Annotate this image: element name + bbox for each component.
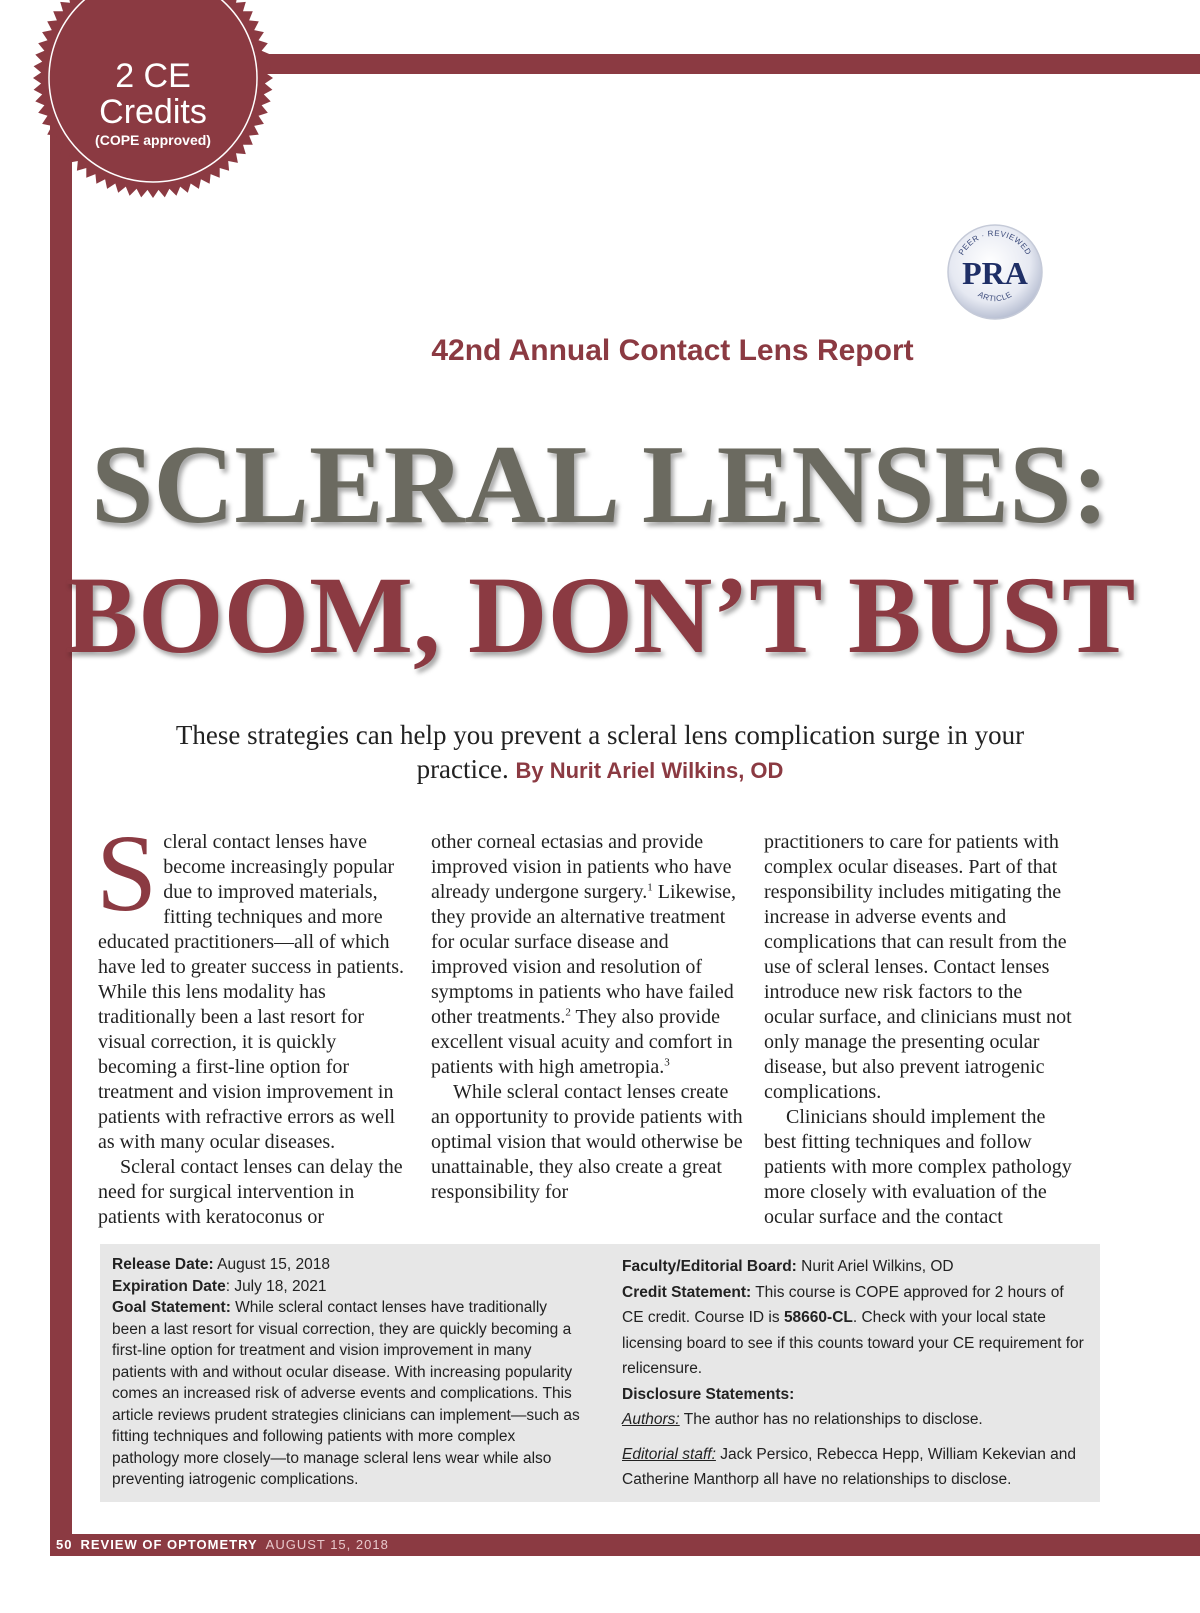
headline-line-2: BOOM, DON’T BUST [64,554,1136,676]
left-frame-bar [50,54,72,1554]
credit-statement-text-a: This course is COPE approved for 2 hours of CE credit. Course ID is [622,1283,1064,1326]
col2-text-b: Likewise, they provide an alternative treatment for ocular surface disease and improved vision and resolution of symptoms in patients who have failed other treatments. [431,881,737,1028]
deck-text: These strategies can help you prevent a scleral lens complication surge in your practice. [175,720,1025,784]
release-date-value: August 15, 2018 [213,1256,331,1273]
byline: By Nurit Ariel Wilkins, OD [515,758,784,783]
col2-paragraph-2: While scleral contact lenses create an opportunity to provide patients with optimal vision that would otherwise be unattainable, they also create a great responsibility for [431,1081,743,1203]
pra-top-text: PEER · REVIEWED [956,228,1034,257]
goal-statement-label: Goal Statement: [112,1299,231,1316]
col2-text-a: other corneal ectasias and provide improved vision in patients who have already undergone surgery. [431,831,732,903]
badge-line-1: 2 CE [115,57,191,95]
ce-credits-text [50,58,256,148]
drop-cap: S [96,812,158,934]
credit-statement-label: Credit Statement: [622,1283,752,1301]
page-footer [56,1534,389,1556]
col2-text-c: They also provide excellent visual acuity and comfort in patients with high ametropia. [431,1006,733,1078]
expiration-date-label: Expiration Date [112,1277,226,1295]
section-kicker: 42nd Annual Contact Lens Report [431,334,914,367]
body-column-2 [431,830,743,1205]
goal-statement-value: While scleral contact lenses have traditionally been a last resort for visual correction, they are quickly becoming a first-line option for treatment and vision improvement in many patients with and without ocular disease. With increasing popularity comes an increased risk of adverse events and complications. This article reviews prudent strategies clinicians can implement—such as fitting techniques and following patients with more complex pathology more closely—to manage scleral lens wear while also preventing iatrogenic complications. [112,1299,580,1488]
body-column-1 [96,812,410,1230]
badge-line-3: (COPE approved) [95,132,211,148]
issue-date: AUGUST 15, 2018 [265,1537,389,1552]
disclosure-statements-label: Disclosure Statements: [622,1385,795,1403]
body-column-3 [764,830,1076,1230]
badge-line-2: Credits [99,93,207,131]
page-number: 50 [56,1537,73,1552]
col1-paragraph-1: cleral contact lenses have become increasingly popular due to improved materials, fitting techniques and more educated practitioners—all of which have led to greater success in patients. While this lens modality has traditionally been a last resort for visual correction, it is quickly becoming a first-line option for treatment and vision improvement in patients with refractive errors as well as with many ocular diseases. [98,831,404,1153]
reference-2: 2 [565,1006,571,1019]
ce-info-left [112,1254,582,1491]
col3-paragraph-2: Clinicians should implement the best fitting techniques and follow patients with more complex pathology more closely with evaluation of the ocular surface and the contact [764,1106,1072,1228]
authors-label: Authors: [622,1411,680,1428]
faculty-board-value: Nurit Ariel Wilkins, OD [796,1258,954,1275]
ce-info-right [622,1254,1087,1493]
pra-bottom-text: ARTICLE [976,289,1014,304]
publication-name: REVIEW OF OPTOMETRY [80,1537,258,1552]
credit-statement-text-b: . Check with your local state licensing board to see if this counts toward your CE requirement for relicensure. [622,1309,1084,1377]
col3-paragraph-1: practitioners to care for patients with complex ocular diseases. Part of that responsibility includes mitigating the increase in adverse events and complications that can result from the use of scleral lenses. Contact lenses introduce new risk factors to the ocular surface, and clinicians must not only manage the presenting ocular disease, but also prevent iatrogenic complications. [764,831,1072,1103]
editorial-staff-label: Editorial staff: [622,1445,716,1463]
pra-monogram: PRA [962,255,1028,291]
reference-1: 1 [647,881,653,894]
editorial-staff-disclosure: Jack Persico, Rebecca Hepp, William Kekevian and Catherine Manthorp all have no relationships to disclose. [622,1445,1077,1488]
expiration-date-value: : July 18, 2021 [225,1277,327,1295]
release-date-label: Release Date: [112,1256,214,1273]
article-deck [130,718,1070,788]
headline-line-1: SCLERAL LENSES: [91,423,1109,547]
reference-3: 3 [664,1056,670,1069]
col1-paragraph-2: Scleral contact lenses can delay the need for surgical intervention in patients with keratoconus or [98,1156,403,1228]
peer-reviewed-seal-icon [945,222,1045,322]
ce-info-box [100,1244,1100,1502]
faculty-board-label: Faculty/Editorial Board: [622,1258,797,1275]
authors-disclosure: The author has no relationships to disclose. [679,1411,983,1428]
course-id: 58660-CL [783,1309,853,1326]
